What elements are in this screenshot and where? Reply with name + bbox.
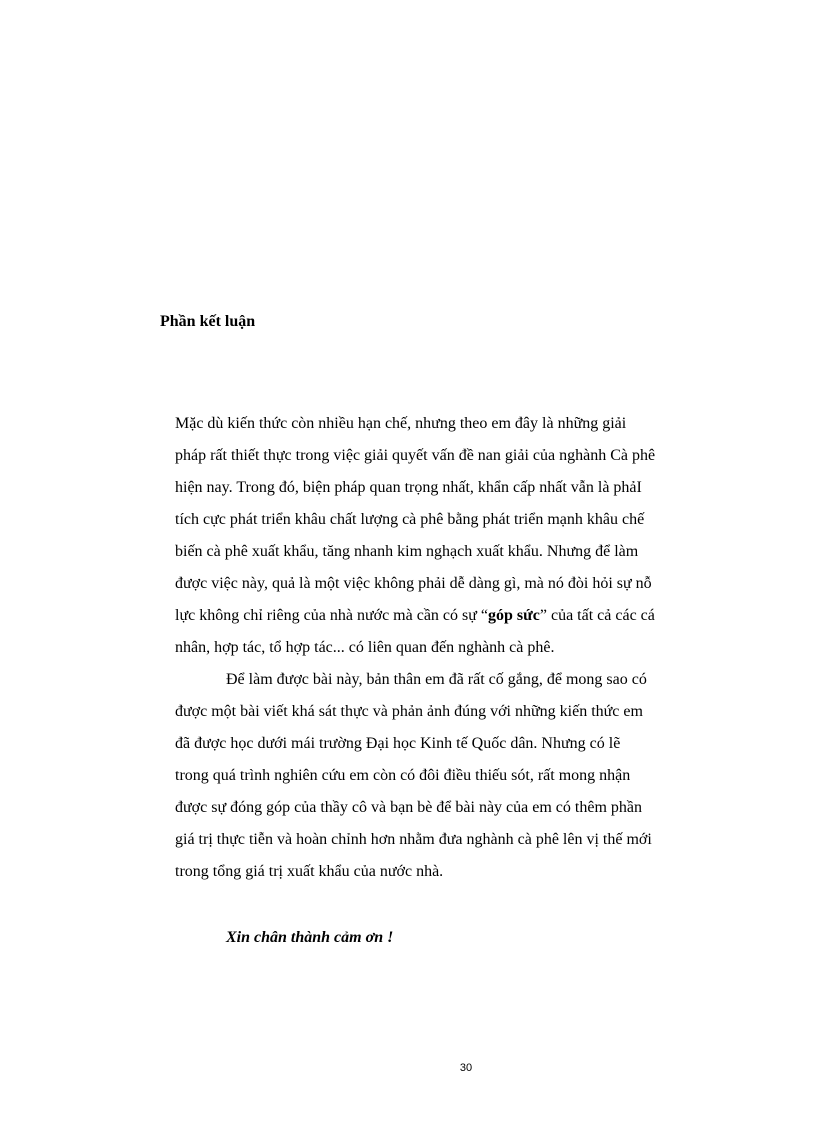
paragraph-line: đã được học dưới mái trường Đại học Kinh tế Quốc dân. Nhưng có lẽ	[175, 735, 621, 752]
paragraph-line: được một bài viết khá sát thực và phản ảnh đúng với những kiến thức em	[175, 703, 643, 720]
paragraph-line: tích cực phát triển khâu chất lượng cà phê bằng phát triển mạnh khâu chế	[175, 511, 645, 528]
paragraph-line: được sự đóng góp của thầy cô và bạn bè để bài này của em có thêm phần	[175, 799, 642, 816]
section-heading: Phần kết luận	[160, 313, 256, 330]
page-number: 30	[459, 1062, 473, 1074]
paragraph-line: được việc này, quả là một việc không phải dễ dàng gì, mà nó đòi hỏi sự nỗ	[175, 575, 652, 592]
paragraph-text: lực không chỉ riêng của nhà nước mà cần có sự “	[175, 607, 489, 624]
paragraph-line: Mặc dù kiến thức còn nhiều hạn chế, nhưng theo em đây là những giải	[175, 415, 627, 432]
paragraph-line: hiện nay. Trong đó, biện pháp quan trọng nhất, khẩn cấp nhất vẫn là phảI	[175, 479, 642, 496]
paragraph-line: nhân, hợp tác, tổ hợp tác... có liên quan đến nghành cà phê.	[175, 639, 555, 656]
paragraph-line: Để làm được bài này, bản thân em đã rất cố gắng, để mong sao có	[226, 671, 647, 688]
paragraph-line	[175, 606, 655, 626]
paragraph-line: pháp rất thiết thực trong việc giải quyết vấn đề nan giải của nghành Cà phê	[175, 447, 656, 464]
paragraph-line: biến cà phê xuất khẩu, tăng nhanh kim nghạch xuất khẩu. Nhưng để làm	[175, 543, 639, 560]
paragraph-line: giá trị thực tiễn và hoàn chỉnh hơn nhằm đưa nghành cà phê lên vị thế mới	[175, 831, 652, 848]
paragraph-line: trong tổng giá trị xuất khẩu của nước nhà.	[175, 863, 444, 880]
closing-remark: Xin chân thành cảm ơn !	[226, 929, 394, 946]
paragraph-text: ” của tất cả các cá	[539, 607, 655, 624]
paragraph-line: trong quá trình nghiên cứu em còn có đôi điều thiếu sót, rất mong nhận	[175, 767, 631, 784]
emphasis-text: góp sức	[488, 607, 540, 624]
